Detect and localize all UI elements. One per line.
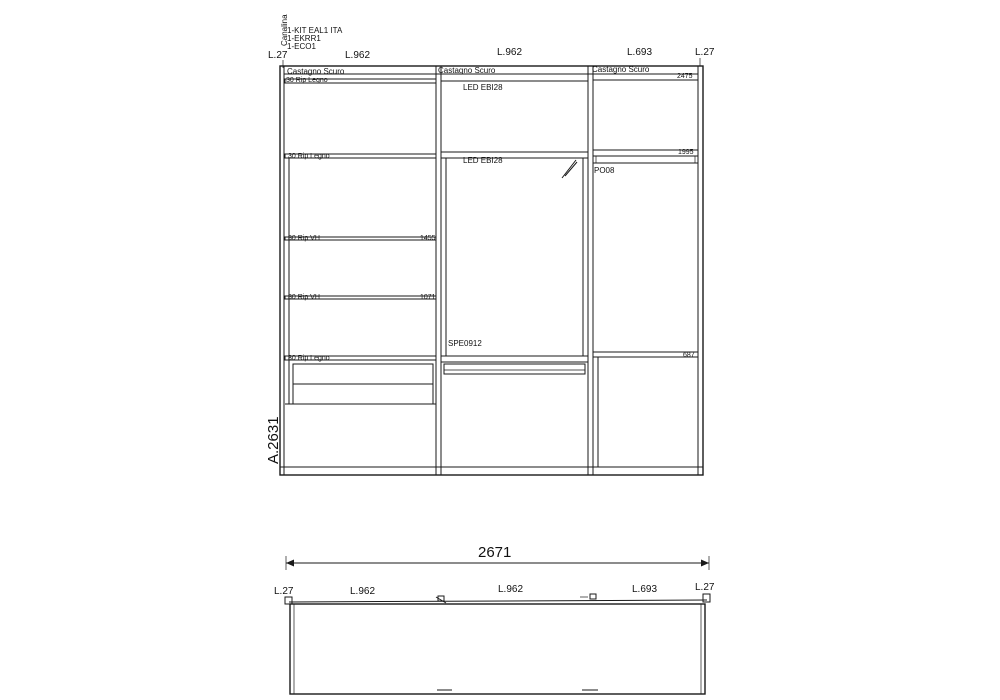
front-width-module-3: L.693 bbox=[627, 47, 653, 58]
plan-width-side-right: L.27 bbox=[695, 582, 715, 593]
shelf-label-3: 30 Rip VH bbox=[288, 235, 320, 242]
plan-connector-right bbox=[703, 594, 710, 602]
canalina-label: Canalina bbox=[280, 14, 289, 46]
shelf-label-1: 30 Rip Legno bbox=[286, 77, 328, 84]
mirror-code: SPE0912 bbox=[448, 339, 482, 348]
header-notes bbox=[280, 14, 343, 51]
front-width-side-left: L.27 bbox=[268, 50, 288, 61]
note-line-2: 1-EKRR1 bbox=[287, 34, 321, 43]
height-label-1071: 1071 bbox=[420, 294, 436, 301]
note-line-1: 1-KIT EAL1 ITA bbox=[287, 26, 343, 35]
height-label-1995: 1995 bbox=[678, 149, 694, 156]
plan-width-side-left: L.27 bbox=[274, 586, 294, 597]
plan-depth-outline bbox=[290, 604, 705, 694]
front-width-module-1: L.962 bbox=[345, 50, 371, 61]
front-width-side-right: L.27 bbox=[695, 47, 715, 58]
plan-total-width: 2671 bbox=[478, 544, 512, 561]
finish-label-module-3: Castagno Scuro bbox=[592, 65, 650, 74]
plan-connector-left bbox=[285, 597, 292, 604]
height-label-2475: 2475 bbox=[677, 73, 693, 80]
plan-width-module-3: L.693 bbox=[632, 584, 658, 595]
shelf-label-4: 30 Rip VH bbox=[288, 294, 320, 301]
hanger-code: PO08 bbox=[594, 166, 615, 175]
height-label-687: 687 bbox=[683, 352, 695, 359]
plan-connector-mid-2 bbox=[590, 594, 596, 599]
shelf-label-2: 30 Rip Legno bbox=[288, 153, 330, 160]
plan-width-module-1: L.962 bbox=[350, 586, 376, 597]
overall-height: A.2631 bbox=[265, 416, 282, 464]
front-elevation bbox=[265, 65, 703, 475]
led-label-top: LED EBI28 bbox=[463, 83, 503, 92]
led-label-middle: LED EBI28 bbox=[463, 156, 503, 165]
finish-label-module-2: Castagno Scuro bbox=[438, 66, 496, 75]
note-line-3: 1-ECO1 bbox=[287, 42, 316, 51]
plan-width-module-2: L.962 bbox=[498, 584, 524, 595]
front-width-module-2: L.962 bbox=[497, 47, 523, 58]
plan-view bbox=[274, 544, 715, 694]
shelf-label-5: 30 Rip Legno bbox=[288, 355, 330, 362]
height-label-1455: 1455 bbox=[420, 235, 436, 242]
finish-label-module-1: Castagno Scuro bbox=[287, 67, 345, 76]
